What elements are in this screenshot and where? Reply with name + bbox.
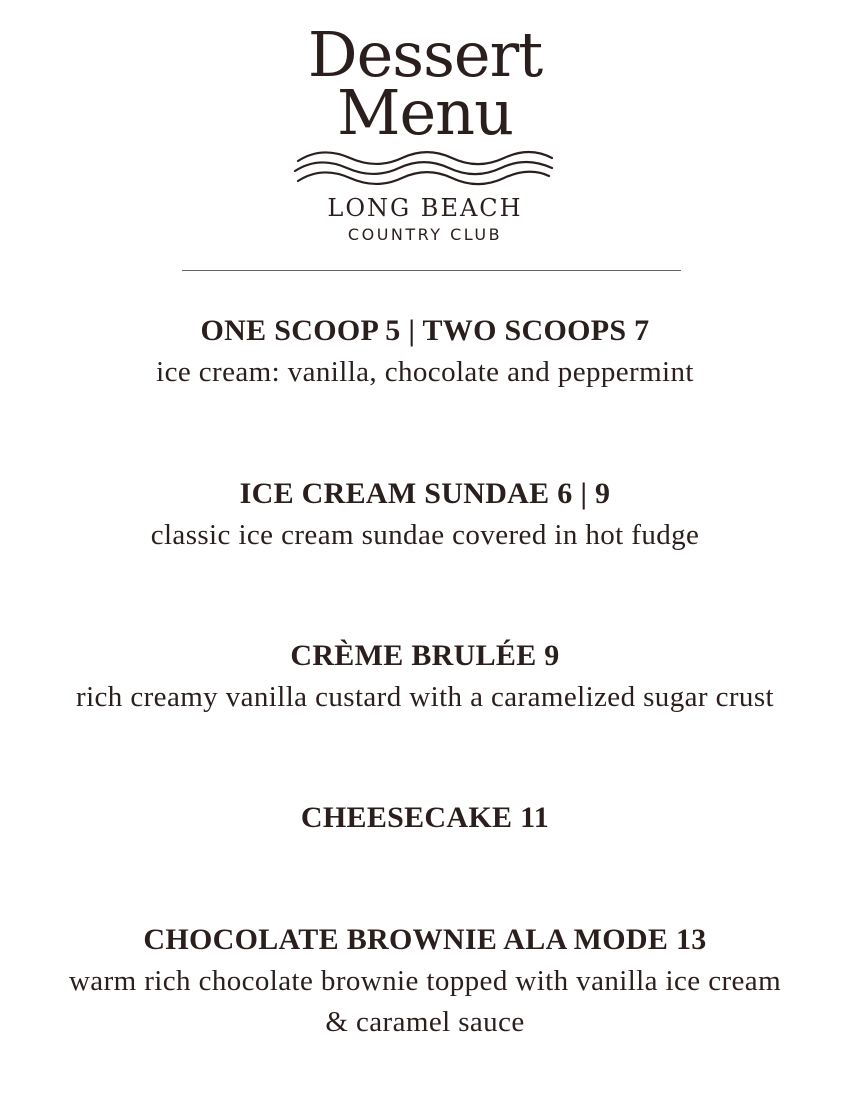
menu-item-name: CHOCOLATE BROWNIE ALA MODE 13: [143, 923, 707, 956]
menu-item-cheesecake: [0, 800, 850, 836]
waves-icon: [290, 145, 560, 190]
menu-item-description-line1: warm rich chocolate brownie topped with vanilla ice cream: [68, 965, 782, 997]
menu-title-line1: Dessert: [307, 18, 543, 91]
header-divider: [182, 270, 681, 271]
menu-item-name: CRÈME BRULÉE 9: [290, 639, 560, 672]
menu-item-description-line2: & caramel sauce: [325, 1006, 525, 1038]
club-name-line1: LONG BEACH: [327, 194, 523, 222]
menu-item-description: classic ice cream sundae covered in hot fudge: [150, 519, 700, 551]
menu-item-ice-cream-sundae: [0, 476, 850, 556]
menu-item-description: rich creamy vanilla custard with a caramelized sugar crust: [76, 681, 774, 713]
menu-item-name: CHEESECAKE 11: [300, 801, 550, 834]
menu-item-name: ONE SCOOP 5 | TWO SCOOPS 7: [200, 314, 650, 347]
menu-item-name: ICE CREAM SUNDAE 6 | 9: [239, 477, 611, 510]
menu-header: [0, 0, 850, 280]
menu-item-description: [0, 961, 850, 1043]
menu-item-one-two-scoops: [0, 313, 850, 393]
club-name-line2: COUNTRY CLUB: [347, 225, 503, 244]
menu-item-chocolate-brownie: [0, 922, 850, 1043]
menu-item-description: ice cream: vanilla, chocolate and peppermint: [156, 356, 694, 388]
menu-title-line2: Menu: [336, 76, 514, 149]
menu-item-creme-brulee: [0, 638, 850, 718]
